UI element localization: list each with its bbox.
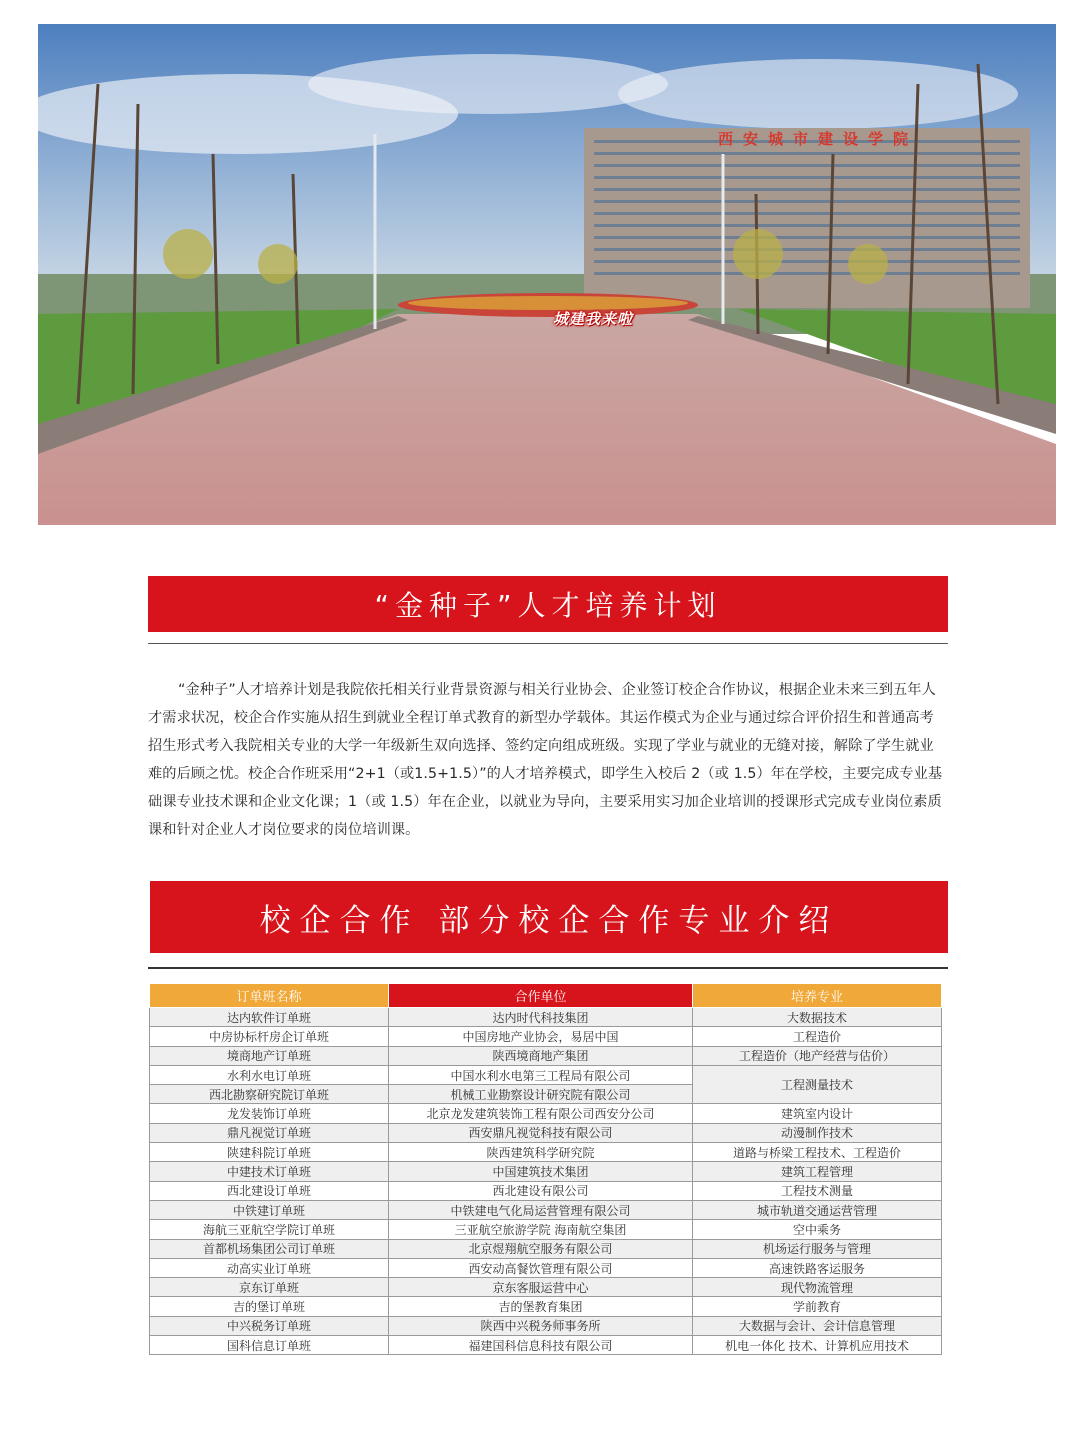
cell-class: 海航三亚航空学院订单班 — [150, 1220, 389, 1239]
table-row — [150, 1316, 942, 1335]
cell-major: 工程造价 — [693, 1027, 942, 1046]
cell-major: 工程测量技术 — [693, 1065, 942, 1104]
cell-partner: 北京煜翔航空服务有限公司 — [389, 1239, 693, 1258]
table-row — [150, 1065, 942, 1084]
cell-class: 中房协标杆房企订单班 — [150, 1027, 389, 1046]
cell-class: 境商地产订单班 — [150, 1046, 389, 1065]
cell-major: 高速铁路客运服务 — [693, 1258, 942, 1277]
table-row — [150, 1143, 942, 1162]
header-major: 培养专业 — [693, 984, 942, 1008]
header-class-name: 订单班名称 — [150, 984, 389, 1008]
cell-major: 机场运行服务与管理 — [693, 1239, 942, 1258]
table-row — [150, 1278, 942, 1297]
section-banner-golden-seed — [148, 576, 948, 632]
cell-major: 建筑室内设计 — [693, 1104, 942, 1123]
cell-partner: 机械工业勘察设计研究院有限公司 — [389, 1085, 693, 1104]
table-row — [150, 1027, 942, 1046]
table-row — [150, 1297, 942, 1316]
table-row — [150, 1162, 942, 1181]
cell-class: 京东订单班 — [150, 1278, 389, 1297]
cell-class: 中铁建订单班 — [150, 1200, 389, 1219]
cooperation-table — [149, 983, 942, 1355]
cell-partner: 陕西境商地产集团 — [389, 1046, 693, 1065]
cell-class: 达内软件订单班 — [150, 1008, 389, 1027]
section-title: “金种子”人才培养计划 — [374, 589, 722, 622]
cell-class: 水利水电订单班 — [150, 1065, 389, 1084]
cell-class: 陕建科院订单班 — [150, 1143, 389, 1162]
divider — [148, 643, 948, 644]
cell-partner: 京东客服运营中心 — [389, 1278, 693, 1297]
cell-class: 国科信息订单班 — [150, 1336, 389, 1355]
cell-class: 龙发装饰订单班 — [150, 1104, 389, 1123]
table-row — [150, 1123, 942, 1142]
table-row — [150, 1181, 942, 1200]
cell-class: 首都机场集团公司订单班 — [150, 1239, 389, 1258]
cell-major: 建筑工程管理 — [693, 1162, 942, 1181]
cell-class: 中兴税务订单班 — [150, 1316, 389, 1335]
table-row — [150, 1200, 942, 1219]
cell-partner: 福建国科信息科技有限公司 — [389, 1336, 693, 1355]
cell-major: 工程技术测量 — [693, 1181, 942, 1200]
intro-paragraph: “金种子”人才培养计划是我院依托相关行业背景资源与相关行业协会、企业签订校企合作协议，根据企业未来三到五年人才需求状况，校企合作实施从招生到就业全程订单式教育的新型办学载体。其运作模式为企业与通过综合评价招生和普通高考招生形式考入我院相关专业的大学一年级新生双向选择、签约定向组成班级。实现了学业与就业的无缝对接，解除了学生就业难的后顾之忧。校企合作班采用“2+1（或1.5+1.5）”的人才培养模式，即学生入校后 2（或 1.5）年在学校，主要完成专业基础课专业技术课和企业文化课；1（或 1.5）年在企业，以就业为导向，主要采用实习加企业培训的授课形式完成专业岗位素质课和针对企业人才岗位要求的岗位培训课。 — [148, 682, 943, 838]
header-partner: 合作单位 — [389, 984, 693, 1008]
flower-bed-sign: 城建我来啦 — [552, 310, 633, 328]
cell-partner: 三亚航空旅游学院 海南航空集团 — [389, 1220, 693, 1239]
cell-class: 西北勘察研究院订单班 — [150, 1085, 389, 1104]
cell-major: 大数据与会计、会计信息管理 — [693, 1316, 942, 1335]
cell-partner: 中国建筑技术集团 — [389, 1162, 693, 1181]
section-banner-cooperation — [150, 881, 948, 953]
cell-partner: 吉的堡教育集团 — [389, 1297, 693, 1316]
cell-class: 中建技术订单班 — [150, 1162, 389, 1181]
section-title: 校企合作 部分校企合作专业介绍 — [259, 902, 839, 939]
cell-partner: 西安动高餐饮管理有限公司 — [389, 1258, 693, 1277]
cell-major: 学前教育 — [693, 1297, 942, 1316]
building-sign: 西安城市建设学院 — [718, 130, 919, 148]
cell-partner: 中国房地产业协会，易居中国 — [389, 1027, 693, 1046]
cell-major: 道路与桥梁工程技术、工程造价 — [693, 1143, 942, 1162]
table-row — [150, 1258, 942, 1277]
cell-partner: 陕西中兴税务师事务所 — [389, 1316, 693, 1335]
cell-partner: 陕西建筑科学研究院 — [389, 1143, 693, 1162]
cell-class: 西北建设订单班 — [150, 1181, 389, 1200]
table-row — [150, 1220, 942, 1239]
campus-photo — [38, 24, 1056, 525]
cell-major: 空中乘务 — [693, 1220, 942, 1239]
cell-major: 现代物流管理 — [693, 1278, 942, 1297]
cell-major: 大数据技术 — [693, 1008, 942, 1027]
campus-illustration — [38, 24, 1056, 525]
table-row — [150, 1104, 942, 1123]
table-row — [150, 1336, 942, 1355]
cell-major: 工程造价（地产经营与估价） — [693, 1046, 942, 1065]
cell-partner: 西北建设有限公司 — [389, 1181, 693, 1200]
table-row — [150, 1046, 942, 1065]
table-row — [150, 1008, 942, 1027]
cell-partner: 北京龙发建筑装饰工程有限公司西安分公司 — [389, 1104, 693, 1123]
cell-class: 动高实业订单班 — [150, 1258, 389, 1277]
cell-major: 机电一体化 技术、计算机应用技术 — [693, 1336, 942, 1355]
table-row — [150, 1239, 942, 1258]
table-header-row — [150, 984, 942, 1008]
cell-major: 动漫制作技术 — [693, 1123, 942, 1142]
cell-class: 鼎凡视觉订单班 — [150, 1123, 389, 1142]
cell-partner: 达内时代科技集团 — [389, 1008, 693, 1027]
cell-major: 城市轨道交通运营管理 — [693, 1200, 942, 1219]
cell-partner: 西安鼎凡视觉科技有限公司 — [389, 1123, 693, 1142]
divider — [148, 967, 948, 969]
cell-partner: 中国水利水电第三工程局有限公司 — [389, 1065, 693, 1084]
cell-partner: 中铁建电气化局运营管理有限公司 — [389, 1200, 693, 1219]
cell-class: 吉的堡订单班 — [150, 1297, 389, 1316]
